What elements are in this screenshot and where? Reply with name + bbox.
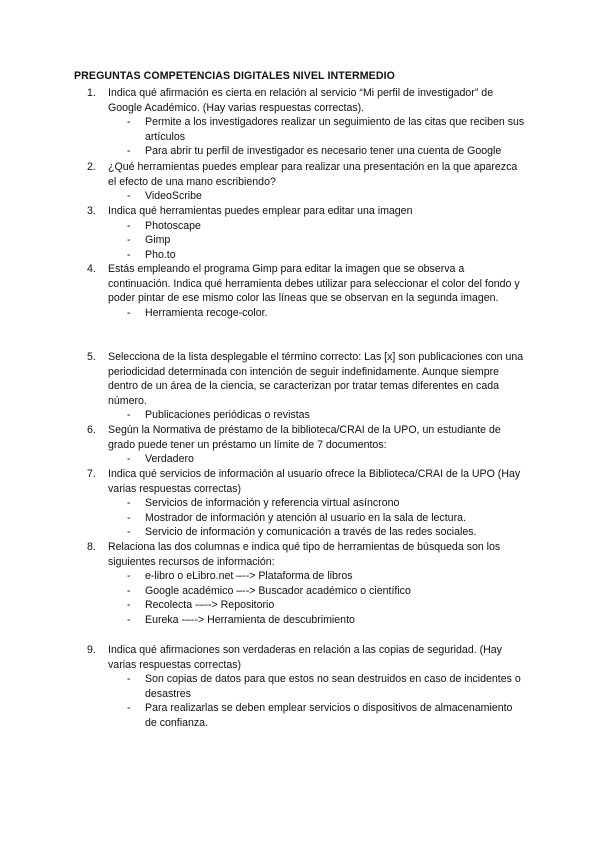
answer-text: Publicaciones periódicas o revistas <box>145 409 310 422</box>
answer-text: Photoscape <box>145 219 201 232</box>
question-number: 8. <box>87 541 96 553</box>
answer-text: Recolecta -–--> Repositorio <box>145 599 275 612</box>
question-number: 1. <box>87 87 96 99</box>
answer-text: Servicios de información y referencia virtual asíncrono <box>145 497 400 510</box>
question-text: Indica qué afirmación es cierta en relación al servicio “Mi perfil de investigador” de Google Académico. (Hay varias respuestas correctas). <box>108 87 494 114</box>
answer-text: Verdadero <box>145 453 194 466</box>
question-text: Relaciona las dos columnas e indica qué tipo de herramientas de búsqueda son los siguientes recursos de información: <box>108 541 501 568</box>
question-number: 6. <box>87 424 96 436</box>
answer-text: Herramienta recoge-color. <box>145 306 268 319</box>
question-number: 7. <box>87 468 96 480</box>
answer-item: - Recolecta -–--> Repositorio <box>127 599 275 612</box>
question-6 <box>87 423 527 467</box>
answer-text: Servicio de información y comunicación a través de las redes sociales. <box>145 526 477 539</box>
answer-text: e-libro o eLibro.net –--> Plataforma de libros <box>145 570 353 583</box>
answer-item: - Herramienta recoge-color. <box>127 306 268 319</box>
answer-item: - Photoscape <box>127 219 201 232</box>
question-9 <box>87 643 527 731</box>
question-5 <box>87 350 527 423</box>
question-7 <box>87 467 527 540</box>
answer-item: - Pho.to <box>127 248 176 261</box>
answer-text: Permite a los investigadores realizar un seguimiento de las citas que reciben sus artículos <box>145 116 525 143</box>
answer-item: - Publicaciones periódicas o revistas <box>127 409 310 422</box>
answer-text: Para abrir tu perfil de investigador es necesario tener una cuenta de Google <box>145 145 502 158</box>
answer-item: - Servicios de información y referencia virtual asíncrono <box>127 497 400 510</box>
answer-text: Gimp <box>145 234 171 247</box>
question-number: 3. <box>87 205 96 217</box>
question-text: ¿Qué herramientas puedes emplear para realizar una presentación en la que aparezca el efecto de una mano escribiendo? <box>108 161 518 188</box>
question-number: 4. <box>87 263 96 275</box>
question-text: Según la Normativa de préstamo de la biblioteca/CRAI de la UPO, un estudiante de grado puede tener un préstamo un límite de 7 documentos: <box>108 424 501 451</box>
answer-text: VideoScribe <box>145 190 202 203</box>
answer-text: Pho.to <box>145 248 176 261</box>
question-2 <box>87 160 527 204</box>
answer-item: - Para abrir tu perfil de investigador es necesario tener una cuenta de Google <box>127 145 502 158</box>
question-4 <box>87 262 527 320</box>
answer-item: - Verdadero <box>127 453 194 466</box>
question-8 <box>87 540 527 628</box>
question-number: 9. <box>87 644 96 656</box>
question-number: 5. <box>87 351 96 363</box>
answer-item: - Mostrador de información y atención al usuario en la sala de lectura. <box>127 511 466 524</box>
answer-item: - Google académico –--> Buscador académico o científico <box>127 584 411 597</box>
question-3 <box>87 204 527 262</box>
answer-text: Son copias de datos para que estos no sean destruidos en caso de incidentes o desastres <box>145 673 521 700</box>
answer-item: - Para realizarlas se deben emplear servicios o dispositivos de almacenamiento de confianza. <box>127 702 513 729</box>
question-text: Indica qué herramientas puedes emplear para editar una imagen <box>108 205 413 217</box>
question-text: Selecciona de la lista desplegable el término correcto: Las [x] son publicaciones con una periodicidad determinada con intención de seguir indefinidamente. Aunque siempre dentro de un área de la ciencia, se caracterizan por tratar temas diferentes en cada número. <box>108 351 524 407</box>
answer-text: Google académico –--> Buscador académico o científico <box>145 584 411 597</box>
question-number: 2. <box>87 161 96 173</box>
answer-item: - VideoScribe <box>127 190 202 203</box>
answer-item: - Gimp <box>127 234 171 247</box>
document-title: PREGUNTAS COMPETENCIAS DIGITALES NIVEL INTERMEDIO <box>74 70 395 82</box>
answer-item: - e-libro o eLibro.net –--> Plataforma de libros <box>127 570 353 583</box>
answer-text: Para realizarlas se deben emplear servicios o dispositivos de almacenamiento de confianza. <box>145 702 513 729</box>
answer-item: - Eureka -–--> Herramienta de descubrimiento <box>127 613 355 626</box>
question-text: Indica qué afirmaciones son verdaderas en relación a las copias de seguridad. (Hay varias respuestas correctas) <box>108 644 502 671</box>
answer-item: - Permite a los investigadores realizar un seguimiento de las citas que reciben sus artículos <box>127 116 525 143</box>
answer-item: - Son copias de datos para que estos no sean destruidos en caso de incidentes o desastres <box>127 673 521 700</box>
answer-text: Eureka -–--> Herramienta de descubrimiento <box>145 613 355 626</box>
answer-text: Mostrador de información y atención al usuario en la sala de lectura. <box>145 511 466 524</box>
answer-item: - Servicio de información y comunicación a través de las redes sociales. <box>127 526 477 539</box>
question-text: Indica qué servicios de información al usuario ofrece la Biblioteca/CRAI de la UPO (Hay varias respuestas correctas) <box>108 468 521 495</box>
question-text: Estás empleando el programa Gimp para editar la imagen que se observa a continuación. Indica qué herramienta debes utilizar para seleccionar el color del fondo y poder pintar de ese mismo color las líneas que se observan en la segunda imagen. <box>108 263 520 305</box>
question-1 <box>87 86 527 159</box>
